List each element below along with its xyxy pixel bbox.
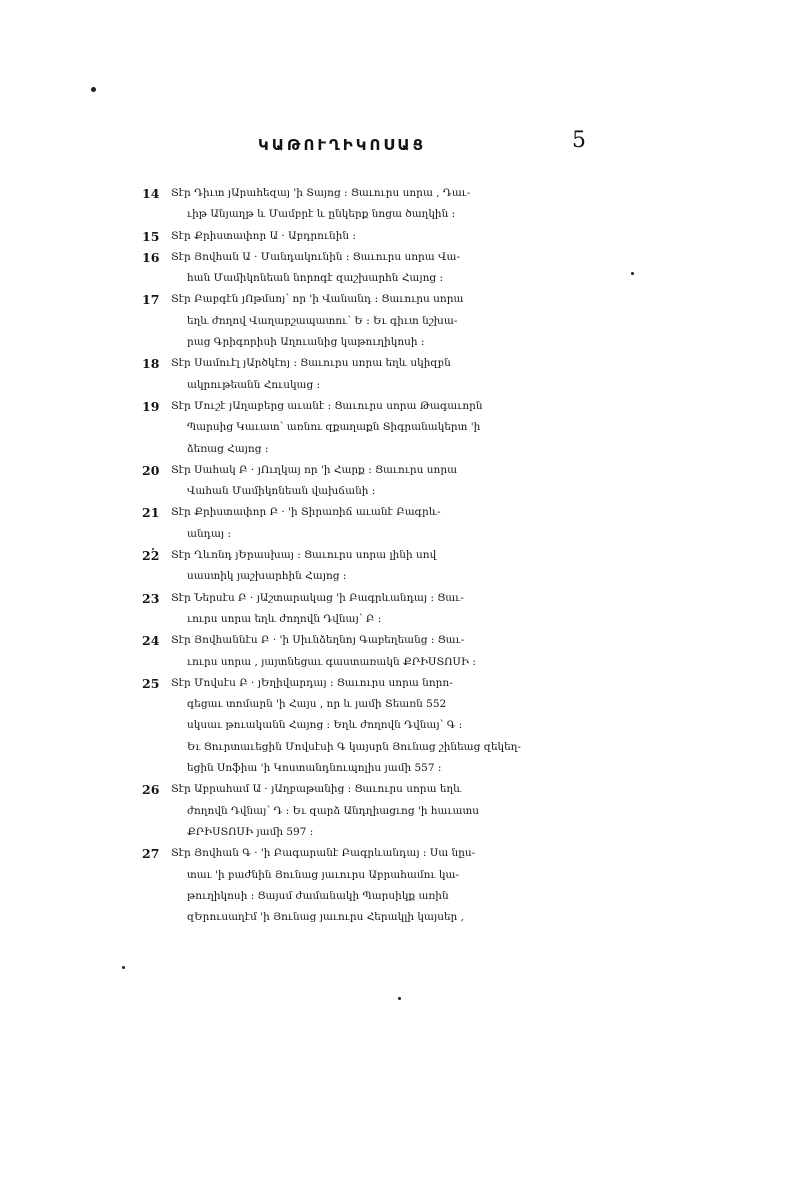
page-header (0, 128, 786, 164)
entry-text-line: Տէր Յովհան Գ · 'ի Բագարանէ Բագրևանդայ ։ Սա նըս- (171, 847, 476, 860)
entry-text-line: Տէր Սահակ Բ · յՈւղկայ որ 'ի Հարք ։ Ցաւուրս սորա (171, 463, 458, 476)
entry-text-line: ձեռաց Հայոց ։ (187, 442, 269, 455)
list-item (142, 673, 592, 779)
entry-number: 26 (142, 782, 160, 798)
list-item (142, 289, 592, 353)
entry-text-line: զԵրուսաղէմ 'ի Յունաց յաւուրս Հերակլի կայսեր , (187, 911, 464, 924)
entry-number: 17 (142, 292, 160, 308)
entry-number: 20 (142, 462, 160, 478)
entry-number: 18 (142, 356, 160, 372)
entry-number: 14 (142, 186, 160, 201)
running-head: ԿԱԹՈՒՂԻԿՈՍԱՑ (258, 136, 427, 154)
entry-number: 23 (142, 590, 160, 606)
entry-text-line: եցին Սոֆիա 'ի Կոստանդնուպոլիս յամի 557 ։ (187, 762, 442, 775)
entry-text-line: Տէր Մուշէ յԱղաբերց աւանէ ։ Ցաւուրս սորա Թագաւորն (171, 399, 483, 412)
list-item (142, 247, 592, 290)
ink-speck-bottom-left (122, 966, 125, 969)
entry-text-line: Տէր Դիւտ յԱրահեզայ 'ի Տայոց ։ Ցաւուրս սորա , Դաւ- (171, 187, 471, 199)
entry-number: 15 (142, 228, 160, 244)
list-item (142, 502, 592, 545)
entry-text-line: Պարսից Կաւատ՝ առնու զքաղաքն Տիգրանակերտ 'ի (187, 421, 481, 434)
ink-speck-right-margin (631, 272, 634, 275)
list-item (142, 183, 592, 226)
entry-text-line: ւուրս սորա , յայտնեցաւ գաստառակն ՔՐԻՍՏՈՍԻ ։ (187, 655, 476, 668)
entry-text-line: Վահան Մամիկոնեան վախճանի ։ (187, 485, 376, 498)
entry-number: 16 (142, 249, 160, 265)
entry-text-line: Տէր Մովսէս Բ · յԵղիվարդայ ։ Ցաւուրս սորա նորո- (171, 676, 453, 689)
entry-text-line: գեցաւ տոմարն 'ի Հայս , որ և յամի Տեառն 552 (187, 698, 447, 711)
entry-number: 27 (142, 846, 160, 862)
entry-text-line: Եւ Ցուրտաւեցին Մովսէսի Գ կայսրն Յունաց շինեաց զեկեղ- (187, 740, 521, 753)
entry-text-line: տաւ 'ի բաժնին Յունաց յաւուրս Աբրահամու կա- (187, 868, 459, 881)
entry-text-line: ՔՐԻՍՏՈՍԻ յամի 597 ։ (187, 825, 314, 838)
list-item (142, 396, 592, 460)
entry-text-line: ակրութեանն Հուսկաց ։ (187, 378, 321, 391)
list-item (142, 460, 592, 503)
entry-text-line: եղև ժողով Վաղարշապատու՝ Ե ։ Եւ գիւտ նշխա- (187, 314, 458, 327)
list-item (142, 545, 592, 588)
entry-number: 22 (142, 548, 160, 564)
ink-speck-top-left (91, 87, 96, 92)
entry-text-line: ւուրս սորա եղև ժողովն Դվնայ՝ Բ ։ (187, 612, 382, 625)
entry-text-line: սաստիկ յաշխարհին Հայոց ։ (187, 570, 347, 583)
list-item (142, 779, 592, 843)
entry-text-line: թուղիկոսի ։ Ցայսմ ժամանակի Պարսիկք առին (187, 889, 449, 902)
entry-text-line: Տէր Յովհաննէս Բ · 'ի Սիւնձեղնոյ Գաբեղեանց ։ Ցաւ- (171, 634, 465, 647)
entry-text-line: հան Մամիկոնեան նորոգէ զաշխարհն Հայոց ։ (187, 272, 444, 285)
entry-text-line: Տէր Քրիստափոր Ա · Աբդրունին ։ (171, 229, 356, 242)
list-item (142, 226, 592, 247)
entry-text-line: Տէր Ներսէս Բ · յԱշտարակաց 'ի Բագրևանդայ ։ Ցաւ- (171, 591, 464, 604)
ink-speck-bottom-center (398, 997, 401, 1000)
entry-text-line: Տէր Յովհան Ա · Մանդակունին ։ Ցաւուրս սորա Վա- (171, 250, 461, 263)
entry-text-line: անդայ ։ (187, 527, 232, 540)
list-item (142, 630, 592, 673)
list-item (142, 843, 592, 928)
entry-text-line: Տէր Քրիստափոր Բ · 'ի Տիրառիճ աւանէ Բագրև- (171, 506, 441, 519)
entry-number: 24 (142, 633, 160, 649)
entry-text-line: րաց Գրիգորիսի Աղուանից կաթուղիկոսի ։ (187, 336, 425, 349)
entry-number: 25 (142, 675, 160, 691)
entry-text-line: սկսաւ թուականն Հայոց ։ Եղև ժողովն Դվնայ՝ Գ ։ (187, 719, 463, 732)
list-item (142, 353, 592, 396)
entry-text-line: Տէր Ղևոնդ յԵրասխայ ։ Ցաւուրս սորա լինի սով (171, 549, 437, 562)
entry-text-line: Տէր Աբրահամ Ա · յԱղբաթանից ։ Ցաւուրս սորա եղև (171, 783, 462, 796)
page-number: 5 (572, 128, 586, 153)
entry-text-line: Տէր Բաբգէն յՈթմսոյ՝ որ 'ի Վանանդ ։ Ցաւուրս սորա (171, 293, 464, 306)
entry-text-line: ժողովն Դվնայ՝ Դ ։ Եւ զարձ Անդղիացւոց 'ի հաւատս (187, 804, 480, 817)
entry-text-line: Տէր Սամուէլ յԱրծկէոյ ։ Ցաւուրս սորա եղև սկիզբն (171, 357, 451, 370)
entry-text-line: ւիթ Անյաղթ և Մամբրէ և ընկերք նոցա ծաղկին ։ (187, 208, 456, 221)
entry-number: 19 (142, 398, 160, 414)
list-item (142, 588, 592, 631)
catholicos-list (142, 183, 592, 928)
entry-number: 21 (142, 505, 160, 521)
